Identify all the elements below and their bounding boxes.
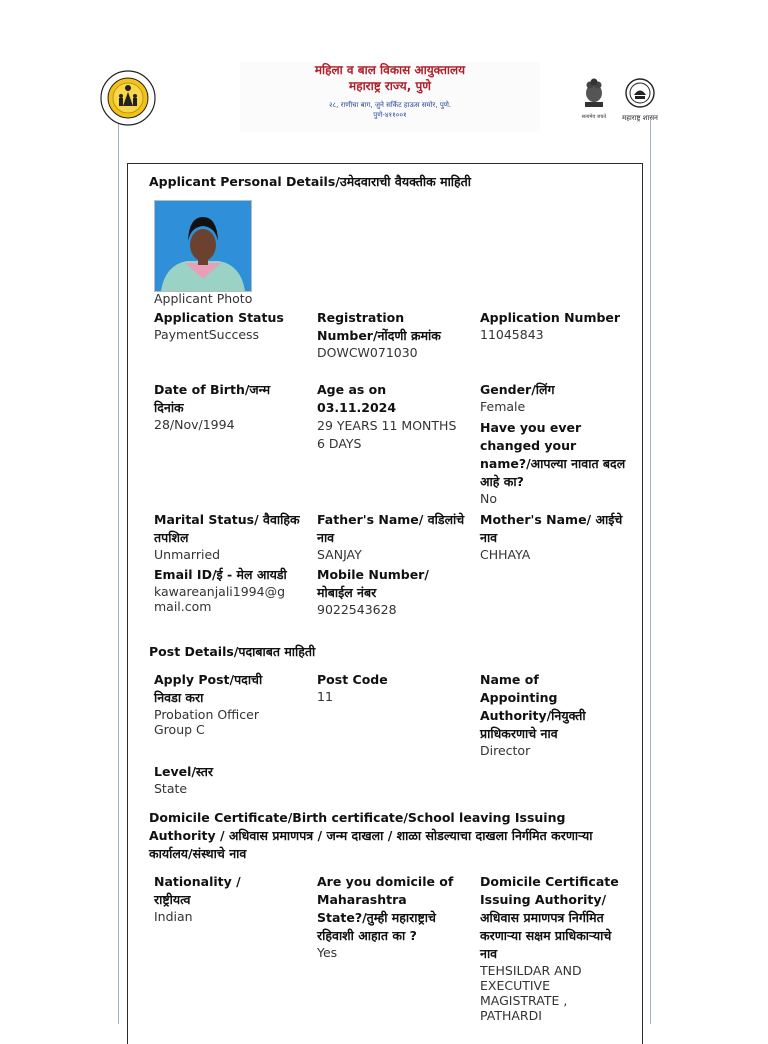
level-value: State	[154, 781, 188, 796]
domicile-section-title: Domicile Certificate/Birth certificate/School leaving Issuing Authority / अधिवास प्रमाणपत्र / जन्म दाखला / शाळा सोडल्याचा दाखला निर्गमित करणाऱ्या कार्यालय/संस्थाचे नाव	[149, 810, 593, 861]
domicile-issuing-authority-value: TEHSILDAR AND EXECUTIVE MAGISTRATE , PATHARDI	[480, 963, 582, 1023]
domicile-maharashtra-value: Yes	[317, 945, 338, 960]
maharashtra-shasan-caption: महाराष्ट्र शासन	[622, 114, 658, 122]
age-value: 29 YEARS 11 MONTHS 6 DAYS	[317, 418, 457, 451]
nationality-label: Nationality / राष्ट्रीयत्व	[154, 874, 241, 907]
age-label: Age as on 03.11.2024	[317, 382, 397, 415]
application-status-label: Application Status	[154, 310, 284, 325]
age-field	[317, 381, 467, 453]
department-letterhead	[240, 62, 540, 132]
date-of-birth-value: 28/Nov/1994	[154, 417, 235, 432]
gender-label: Gender/लिंग	[480, 382, 555, 397]
apply-post-label: Apply Post/पदाची निवडा करा	[154, 672, 263, 705]
post-code-label: Post Code	[317, 672, 388, 687]
page-border-left	[118, 120, 119, 1024]
domicile-issuing-authority-label: Domicile Certificate Issuing Authority/ अधिवास प्रमाणपत्र निर्गमित करणाऱ्या सक्षम प्राधिकाऱ्याचे नाव	[480, 874, 619, 961]
level-label: Level/स्तर	[154, 764, 214, 779]
father-name-label: Father's Name/ वडिलांचे नाव	[317, 512, 465, 545]
applicant-photo	[154, 200, 252, 292]
domicile-maharashtra-field	[317, 873, 457, 960]
ashoka-emblem-icon	[582, 76, 606, 110]
application-number-label: Application Number	[480, 310, 621, 325]
mobile-number-field	[317, 566, 467, 617]
letterhead-header	[0, 0, 768, 140]
email-value: kawareanjali1994@gmail.com	[154, 584, 286, 614]
post-code-value: 11	[317, 689, 333, 704]
email-field	[154, 566, 294, 614]
name-changed-label: Have you ever changed your name?/आपल्या नावात बदल आहे का?	[480, 420, 626, 489]
application-number-value: 11045843	[480, 327, 544, 342]
father-name-field	[317, 511, 467, 562]
maharashtra-seal-icon	[625, 78, 655, 108]
mother-name-value: CHHAYA	[480, 547, 531, 562]
date-of-birth-label: Date of Birth/जन्म दिनांक	[154, 382, 271, 415]
department-address: २८, राणीचा बाग, जुने सर्किट हाऊस समोर, पुणे.	[328, 101, 452, 109]
application-status-field	[154, 309, 304, 342]
mobile-number-label: Mobile Number/ मोबाईल नंबर	[317, 567, 429, 600]
department-pincode: पुणे-४११००१	[373, 111, 407, 119]
applicant-photo-caption: Applicant Photo	[154, 291, 253, 306]
appointing-authority-value: Director	[480, 743, 531, 758]
marital-status-field	[154, 511, 304, 562]
name-changed-value: No	[480, 491, 497, 506]
mother-name-field	[480, 511, 630, 562]
registration-number-value: DOWCW071030	[317, 345, 418, 360]
department-name: महिला व बाल विकास आयुक्तालय	[314, 63, 466, 77]
gender-value: Female	[480, 399, 526, 414]
mother-name-label: Mother's Name/ आईचे नाव	[480, 512, 623, 545]
mobile-number-value: 9022543628	[317, 602, 397, 617]
personal-details-title: Applicant Personal Details/उमेदवाराची वैयक्तीक माहिती	[149, 174, 472, 189]
registration-number-field	[317, 309, 467, 360]
nationality-value: Indian	[154, 909, 193, 924]
page-border-right	[650, 120, 651, 1024]
registration-number-label: Registration Number/नोंदणी क्रमांक	[317, 310, 441, 343]
national-emblem	[578, 76, 610, 122]
maharashtra-government-logo	[615, 78, 665, 122]
domicile-maharashtra-label: Are you domicile of Maharashtra State?/तुम्ही महाराष्ट्राचे रहिवाशी आहात का ?	[317, 874, 454, 943]
nationality-field	[154, 873, 274, 924]
gender-field	[480, 381, 630, 414]
department-state: महाराष्ट्र राज्य, पुणे	[349, 79, 431, 93]
emblem-motto: सत्यमेव जयते	[581, 114, 607, 120]
apply-post-value: Probation Officer Group C	[154, 707, 259, 737]
level-field	[154, 763, 304, 796]
post-details-title: Post Details/पदाबाबत माहिती	[149, 644, 316, 659]
apply-post-field	[154, 671, 274, 737]
application-details-box	[127, 163, 643, 1044]
appointing-authority-field	[480, 671, 610, 758]
marital-status-label: Marital Status/ वैवाहिक तपशिल	[154, 512, 300, 545]
domicile-issuing-authority-field	[480, 873, 625, 1023]
appointing-authority-label: Name of Appointing Authority/नियुक्ती प्राधिकरणाचे नाव	[480, 672, 586, 741]
marital-status-value: Unmarried	[154, 547, 221, 562]
date-of-birth-field	[154, 381, 304, 432]
name-changed-field	[480, 419, 630, 506]
email-label: Email ID/ई - मेल आयडी	[154, 567, 287, 582]
application-number-field	[480, 309, 630, 342]
father-name-value: SANJAY	[317, 547, 362, 562]
application-status-value: PaymentSuccess	[154, 327, 260, 342]
post-code-field	[317, 671, 467, 704]
wcd-department-logo	[100, 70, 156, 126]
